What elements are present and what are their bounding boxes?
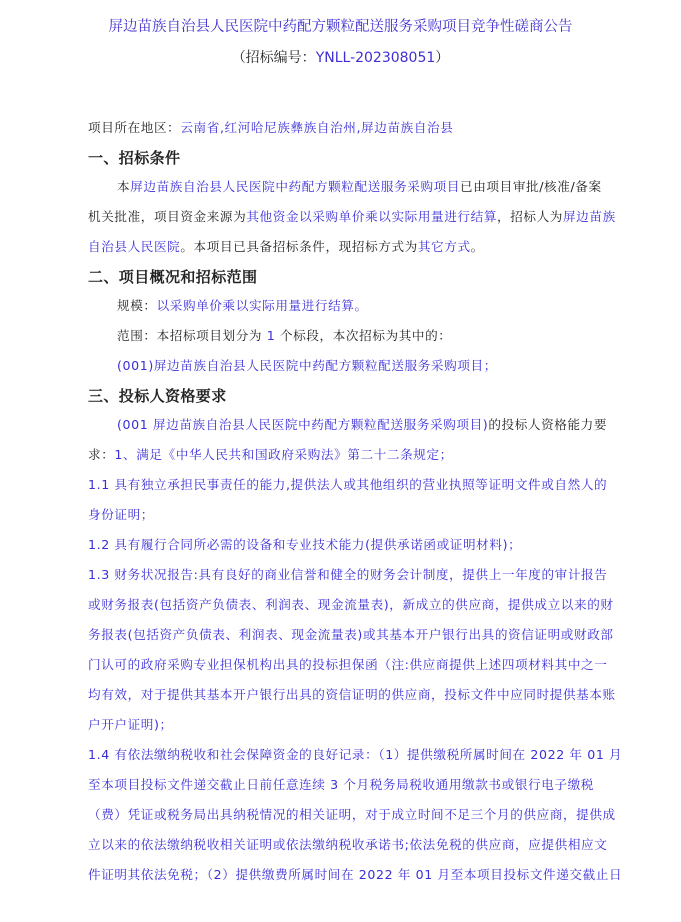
tender-number-code: YNLL-202308051	[315, 50, 436, 66]
text-segment: 规模：	[117, 298, 157, 313]
text-segment: 均有效，对于提供其基本开户银行出具的资信证明的供应商，投标文件中应同时提供基本账	[88, 687, 616, 702]
text-segment: 1、满足《中华人民共和国政府采购法》第二十二条规定；	[114, 447, 453, 462]
text-line	[88, 565, 648, 595]
tender-number-suffix: ）	[435, 50, 450, 66]
text-segment: 1	[266, 328, 276, 343]
section-heading	[88, 267, 648, 296]
text-segment: 1.3 财务状况报告:具有良好的商业信誉和健全的财务会计制度，提供上一年度的审计报告	[88, 567, 608, 582]
text-segment: 1.2 具有履行合同所必需的设备和专业技术能力(提供承诺函或证明材料)；	[88, 537, 522, 552]
text-line	[88, 296, 648, 326]
text-segment: 自治县人民医院	[88, 239, 181, 254]
text-segment: 范围：本招标项目划分为	[117, 328, 267, 343]
text-segment: 二、项目概况和招标范围	[88, 268, 258, 286]
document-title: 屏边苗族自治县人民医院中药配方颗粒配送服务采购项目竞争性磋商公告	[108, 19, 573, 35]
text-line	[88, 805, 648, 835]
text-line	[88, 835, 648, 865]
text-segment: 项目所在地区：	[88, 120, 181, 135]
section-heading	[88, 386, 648, 415]
text-line	[88, 715, 648, 745]
text-segment: 门认可的政府采购专业担保机构出具的投标担保函（注:供应商提供上述四项材料其中之一	[88, 657, 608, 672]
text-line	[88, 118, 648, 148]
text-line	[88, 415, 648, 445]
text-segment: ，招标人为	[497, 209, 563, 224]
text-segment: 。	[470, 239, 484, 254]
text-line	[88, 505, 648, 535]
text-segment: 立以来的依法缴纳税收相关证明或依法缴纳税收承诺书;依法免税的供应商，应提供相应文	[88, 837, 608, 852]
text-segment: 务报表(包括资产负债表、利润表、现金流量表)或其基本开户银行出具的资信证明或财政部	[88, 627, 614, 642]
text-segment: 其它方式	[417, 239, 471, 254]
text-segment: 本	[117, 179, 131, 194]
text-line	[88, 625, 648, 655]
text-line	[88, 177, 648, 207]
text-segment: 1.4 有依法缴纳税收和社会保障资金的良好记录：（1）提供缴税所属时间在 2022 年 01 月	[88, 747, 623, 762]
section-heading	[88, 148, 648, 177]
text-segment: 三、投标人资格要求	[88, 387, 227, 405]
text-line	[88, 356, 648, 386]
text-segment: 以采购单价乘以实际用量进行结算。	[156, 298, 368, 313]
document-body	[88, 118, 648, 895]
text-line	[88, 865, 648, 895]
text-line	[88, 745, 648, 775]
text-line	[88, 326, 648, 356]
text-segment: （费）凭证或税务局出具纳税情况的相关证明，对于成立时间不足三个月的供应商，提供成	[88, 807, 616, 822]
text-segment: 屏边苗族自治县人民医院中药配方颗粒配送服务采购项目	[130, 179, 461, 194]
text-line	[88, 775, 648, 805]
text-segment: 件证明其依法免税；（2）提供缴费所属时间在 2022 年 01 月至本项目投标文件递交截止日	[88, 867, 623, 882]
text-segment: 其他资金以采购单价乘以实际用量进行结算	[246, 209, 498, 224]
tender-number	[0, 47, 681, 67]
text-segment: 云南省,红河哈尼族彝族自治州,屏边苗族自治县	[180, 120, 454, 135]
text-line	[88, 207, 648, 237]
text-segment: 的投标人资格能力要	[488, 417, 608, 432]
text-segment: 身份证明；	[88, 507, 154, 522]
text-segment: 个标段，本次招标为其中的：	[275, 328, 452, 343]
text-segment: 户开户证明)；	[88, 717, 173, 732]
text-segment: 或财务报表(包括资产负债表、利润表、现金流量表)，新成立的供应商，提供成立以来的财	[88, 597, 614, 612]
text-line	[88, 685, 648, 715]
text-segment: 一、招标条件	[88, 149, 181, 167]
text-segment: (001)屏边苗族自治县人民医院中药配方颗粒配送服务采购项目；	[117, 358, 497, 373]
text-segment: 已由项目审批/核准/备案	[460, 179, 602, 194]
text-line	[88, 595, 648, 625]
text-line	[88, 535, 648, 565]
tender-number-prefix: （招标编号：	[231, 50, 316, 66]
text-line	[88, 237, 648, 267]
text-segment: 屏边苗族	[562, 209, 616, 224]
text-segment: 。本项目已具备招标条件，现招标方式为	[180, 239, 418, 254]
text-segment: 至本项目投标文件递交截止日前任意连续 3 个月税务局税收通用缴款书或银行电子缴税	[88, 777, 594, 792]
text-segment: 求：	[88, 447, 115, 462]
text-segment: 机关批准，项目资金来源为	[88, 209, 247, 224]
text-line	[88, 445, 648, 475]
text-line	[88, 655, 648, 685]
text-segment: 1.1 具有独立承担民事责任的能力,提供法人或其他组织的营业执照等证明文件或自然人的	[88, 477, 608, 492]
text-segment: (001 屏边苗族自治县人民医院中药配方颗粒配送服务采购项目)	[117, 417, 489, 432]
text-line	[88, 475, 648, 505]
